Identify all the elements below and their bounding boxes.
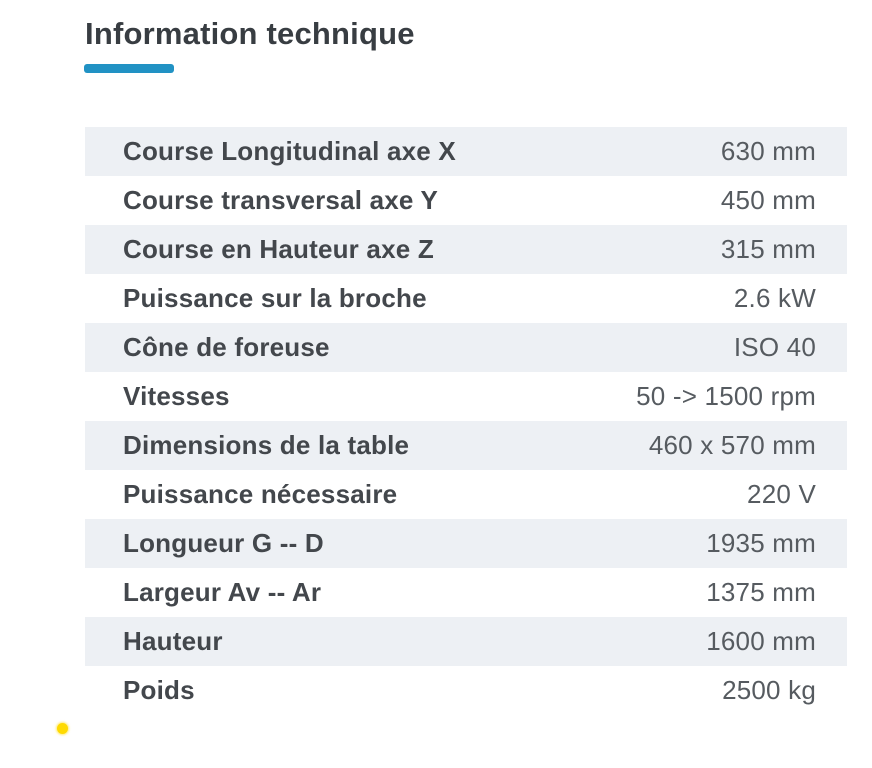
- page-title: Information technique: [85, 16, 415, 51]
- table-row: [85, 470, 847, 519]
- spec-label: Largeur Av -- Ar: [123, 577, 322, 608]
- spec-value: 460 x 570 mm: [648, 430, 816, 461]
- table-row: [85, 519, 847, 568]
- spec-value: 1375 mm: [706, 577, 816, 608]
- table-row: [85, 568, 847, 617]
- spec-label: Poids: [123, 675, 195, 706]
- table-row: [85, 176, 847, 225]
- table-row: [85, 127, 847, 176]
- spec-value: ISO 40: [733, 332, 816, 363]
- title-accent-underline: [84, 64, 174, 73]
- spec-label: Course transversal axe Y: [123, 185, 439, 216]
- spec-label: Course en Hauteur axe Z: [123, 234, 434, 265]
- spec-label: Longueur G -- D: [123, 528, 324, 559]
- spec-value: 1935 mm: [706, 528, 816, 559]
- spec-value: 1600 mm: [706, 626, 816, 657]
- table-row: [85, 323, 847, 372]
- table-row: [85, 274, 847, 323]
- spec-value: 630 mm: [720, 136, 816, 167]
- spec-value: 220 V: [747, 479, 816, 510]
- spec-value: 50 -> 1500 rpm: [636, 381, 816, 412]
- spec-label: Puissance nécessaire: [123, 479, 398, 510]
- table-row: [85, 666, 847, 715]
- table-row: [85, 617, 847, 666]
- table-row: [85, 372, 847, 421]
- spec-value: 450 mm: [720, 185, 816, 216]
- spec-label: Course Longitudinal axe X: [123, 136, 456, 167]
- table-row: [85, 421, 847, 470]
- yellow-dot-marker: [57, 723, 68, 734]
- spec-table: [85, 127, 847, 715]
- spec-label: Dimensions de la table: [123, 430, 410, 461]
- spec-label: Cône de foreuse: [123, 332, 330, 363]
- spec-label: Hauteur: [123, 626, 223, 657]
- spec-value: 315 mm: [720, 234, 816, 265]
- spec-label: Vitesses: [123, 381, 230, 412]
- spec-value: 2.6 kW: [733, 283, 816, 314]
- spec-label: Puissance sur la broche: [123, 283, 427, 314]
- spec-value: 2500 kg: [722, 675, 816, 706]
- table-row: [85, 225, 847, 274]
- technical-info-section: [85, 0, 847, 715]
